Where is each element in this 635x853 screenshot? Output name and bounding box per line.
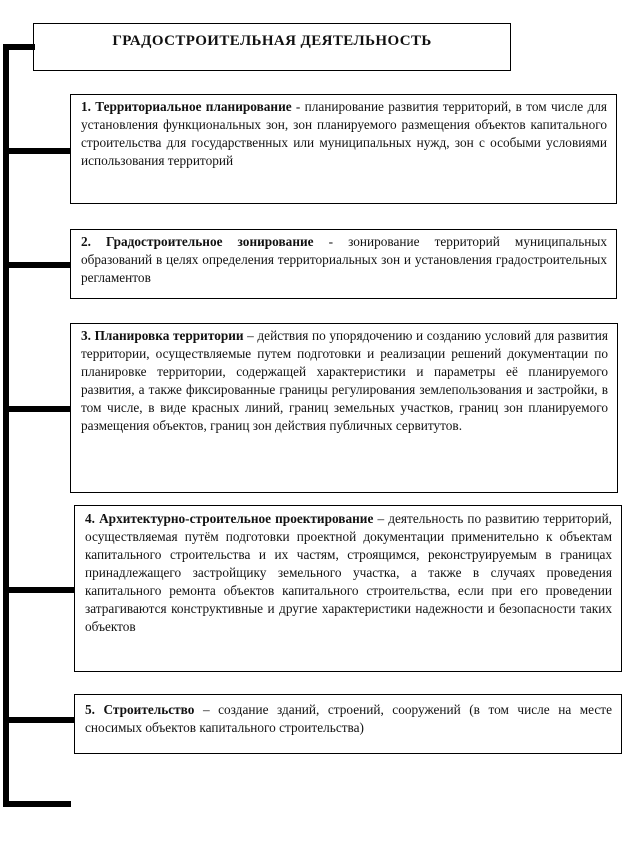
- activity-term-2: 2. Градостроительное зонирование: [81, 234, 314, 249]
- activity-term-4: 4. Архитектурно-строительное проектирование: [85, 511, 374, 526]
- connector-spine: [3, 44, 9, 807]
- activity-term-5: 5. Строительство: [85, 702, 195, 717]
- activity-box-4: [74, 505, 622, 672]
- activity-box-2: [70, 229, 617, 299]
- activity-separator-5: –: [194, 702, 219, 717]
- diagram-title: ГРАДОСТРОИТЕЛЬНАЯ ДЕЯТЕЛЬНОСТЬ: [112, 33, 432, 49]
- connector-branch-2: [3, 262, 71, 268]
- activity-definition-4: деятельность по развитию территорий, осуществляемая путём подготовки проектной документации применительно к объектам капитального строительства и их частям, строящимся, реконструируемым в границах принадлежащего застройщику земельного участка, а также в случаях проведения капитального ремонта объектов капитального строительства, если при его проведении затрагиваются конструктивные и другие характеристики надежности и безопасности таких объектов: [85, 511, 613, 634]
- activity-box-1: [70, 94, 617, 204]
- activity-term-3: 3. Планировка территории: [81, 328, 244, 343]
- activity-definition-2: зонирование территорий муниципальных образований в целях определения территориальных зон и установления градостроительных регламентов: [81, 234, 607, 285]
- connector-branch-title: [3, 44, 35, 50]
- activity-box-5: [74, 694, 622, 754]
- activity-term-1: 1. Территориальное планирование: [81, 99, 292, 114]
- activity-separator-3: –: [243, 328, 258, 343]
- connector-branch-1: [3, 148, 71, 154]
- activity-definition-5: создание зданий, строений, сооружений (в том числе на месте сносимых объектов капитального строительства): [85, 702, 613, 735]
- activity-separator-4: –: [373, 511, 389, 526]
- activity-definition-1: планирование развития территорий, в том числе для установления функциональных зон, зон планируемого размещения объектов капитального строительства для государственных или муниципальных нужд, зон с особыми условиями использования территорий: [81, 99, 607, 168]
- activity-definition-3: действия по упорядочению и созданию условий для развития территории, осуществляемые путем подготовки и реализации решений документации по планировке территории, содержащей характеристики и параметры её планируемого развития, а также фиксированные границы регулирования землепользования и застройки, в том числе, в виде красных линий, границ земельных участков, границ зон планируемого размещения объектов, границ зон действия публичных сервитутов.: [81, 328, 609, 433]
- activity-separator-1: -: [291, 99, 305, 114]
- connector-branch-end: [3, 801, 71, 807]
- connector-branch-5: [3, 717, 75, 723]
- connector-branch-4: [3, 587, 75, 593]
- connector-branch-3: [3, 406, 71, 412]
- diagram-title-box: [33, 23, 511, 71]
- activity-box-3: [70, 323, 618, 493]
- activity-separator-2: -: [313, 234, 349, 249]
